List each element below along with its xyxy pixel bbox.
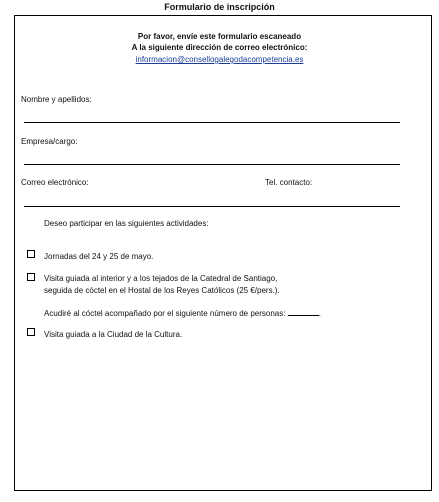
phone-field-label: Tel. contacto: (265, 178, 313, 187)
option-jornadas-label: Jornadas del 24 y 25 de mayo. (44, 252, 154, 261)
cocktail-guests-prompt: Acudiré al cóctel acompañado por el siguiente número de personas: (44, 309, 286, 318)
email-link[interactable]: informacion@consellogalegodacompetencia.es (135, 55, 304, 64)
name-field-line[interactable] (24, 122, 400, 123)
checkbox-cultura-visit[interactable] (27, 328, 35, 336)
company-label: Empresa/cargo: (21, 137, 78, 146)
intro-line-2: A la siguiente dirección de correo electrónico: (131, 43, 308, 52)
checkbox-jornadas[interactable] (27, 250, 35, 258)
cocktail-guests-row (44, 307, 321, 318)
company-field-line[interactable] (24, 164, 400, 165)
cocktail-guests-blank[interactable] (288, 307, 319, 316)
option-catedral-line-1: Visita guiada al interior y a los tejados de la Catedral de Santiago, (44, 274, 278, 283)
email-field-label: Correo electrónico: (21, 178, 89, 187)
checkbox-catedral-visit[interactable] (27, 273, 35, 281)
form-title: Formulario de inscripción (164, 2, 275, 12)
option-catedral-line-2: seguida de cóctel en el Hostal de los Reyes Católicos (25 €/pers.). (44, 286, 280, 295)
option-cultura-label: Visita guiada a la Ciudad de la Cultura. (44, 330, 183, 339)
name-label: Nombre y apellidos: (21, 95, 92, 104)
cocktail-guests-end: . (318, 309, 321, 318)
activities-heading: Deseo participar en las siguientes actividades: (44, 219, 209, 228)
email-phone-field-line[interactable] (24, 206, 400, 207)
intro-line-1: Por favor, envíe este formulario escaneado (137, 32, 302, 41)
